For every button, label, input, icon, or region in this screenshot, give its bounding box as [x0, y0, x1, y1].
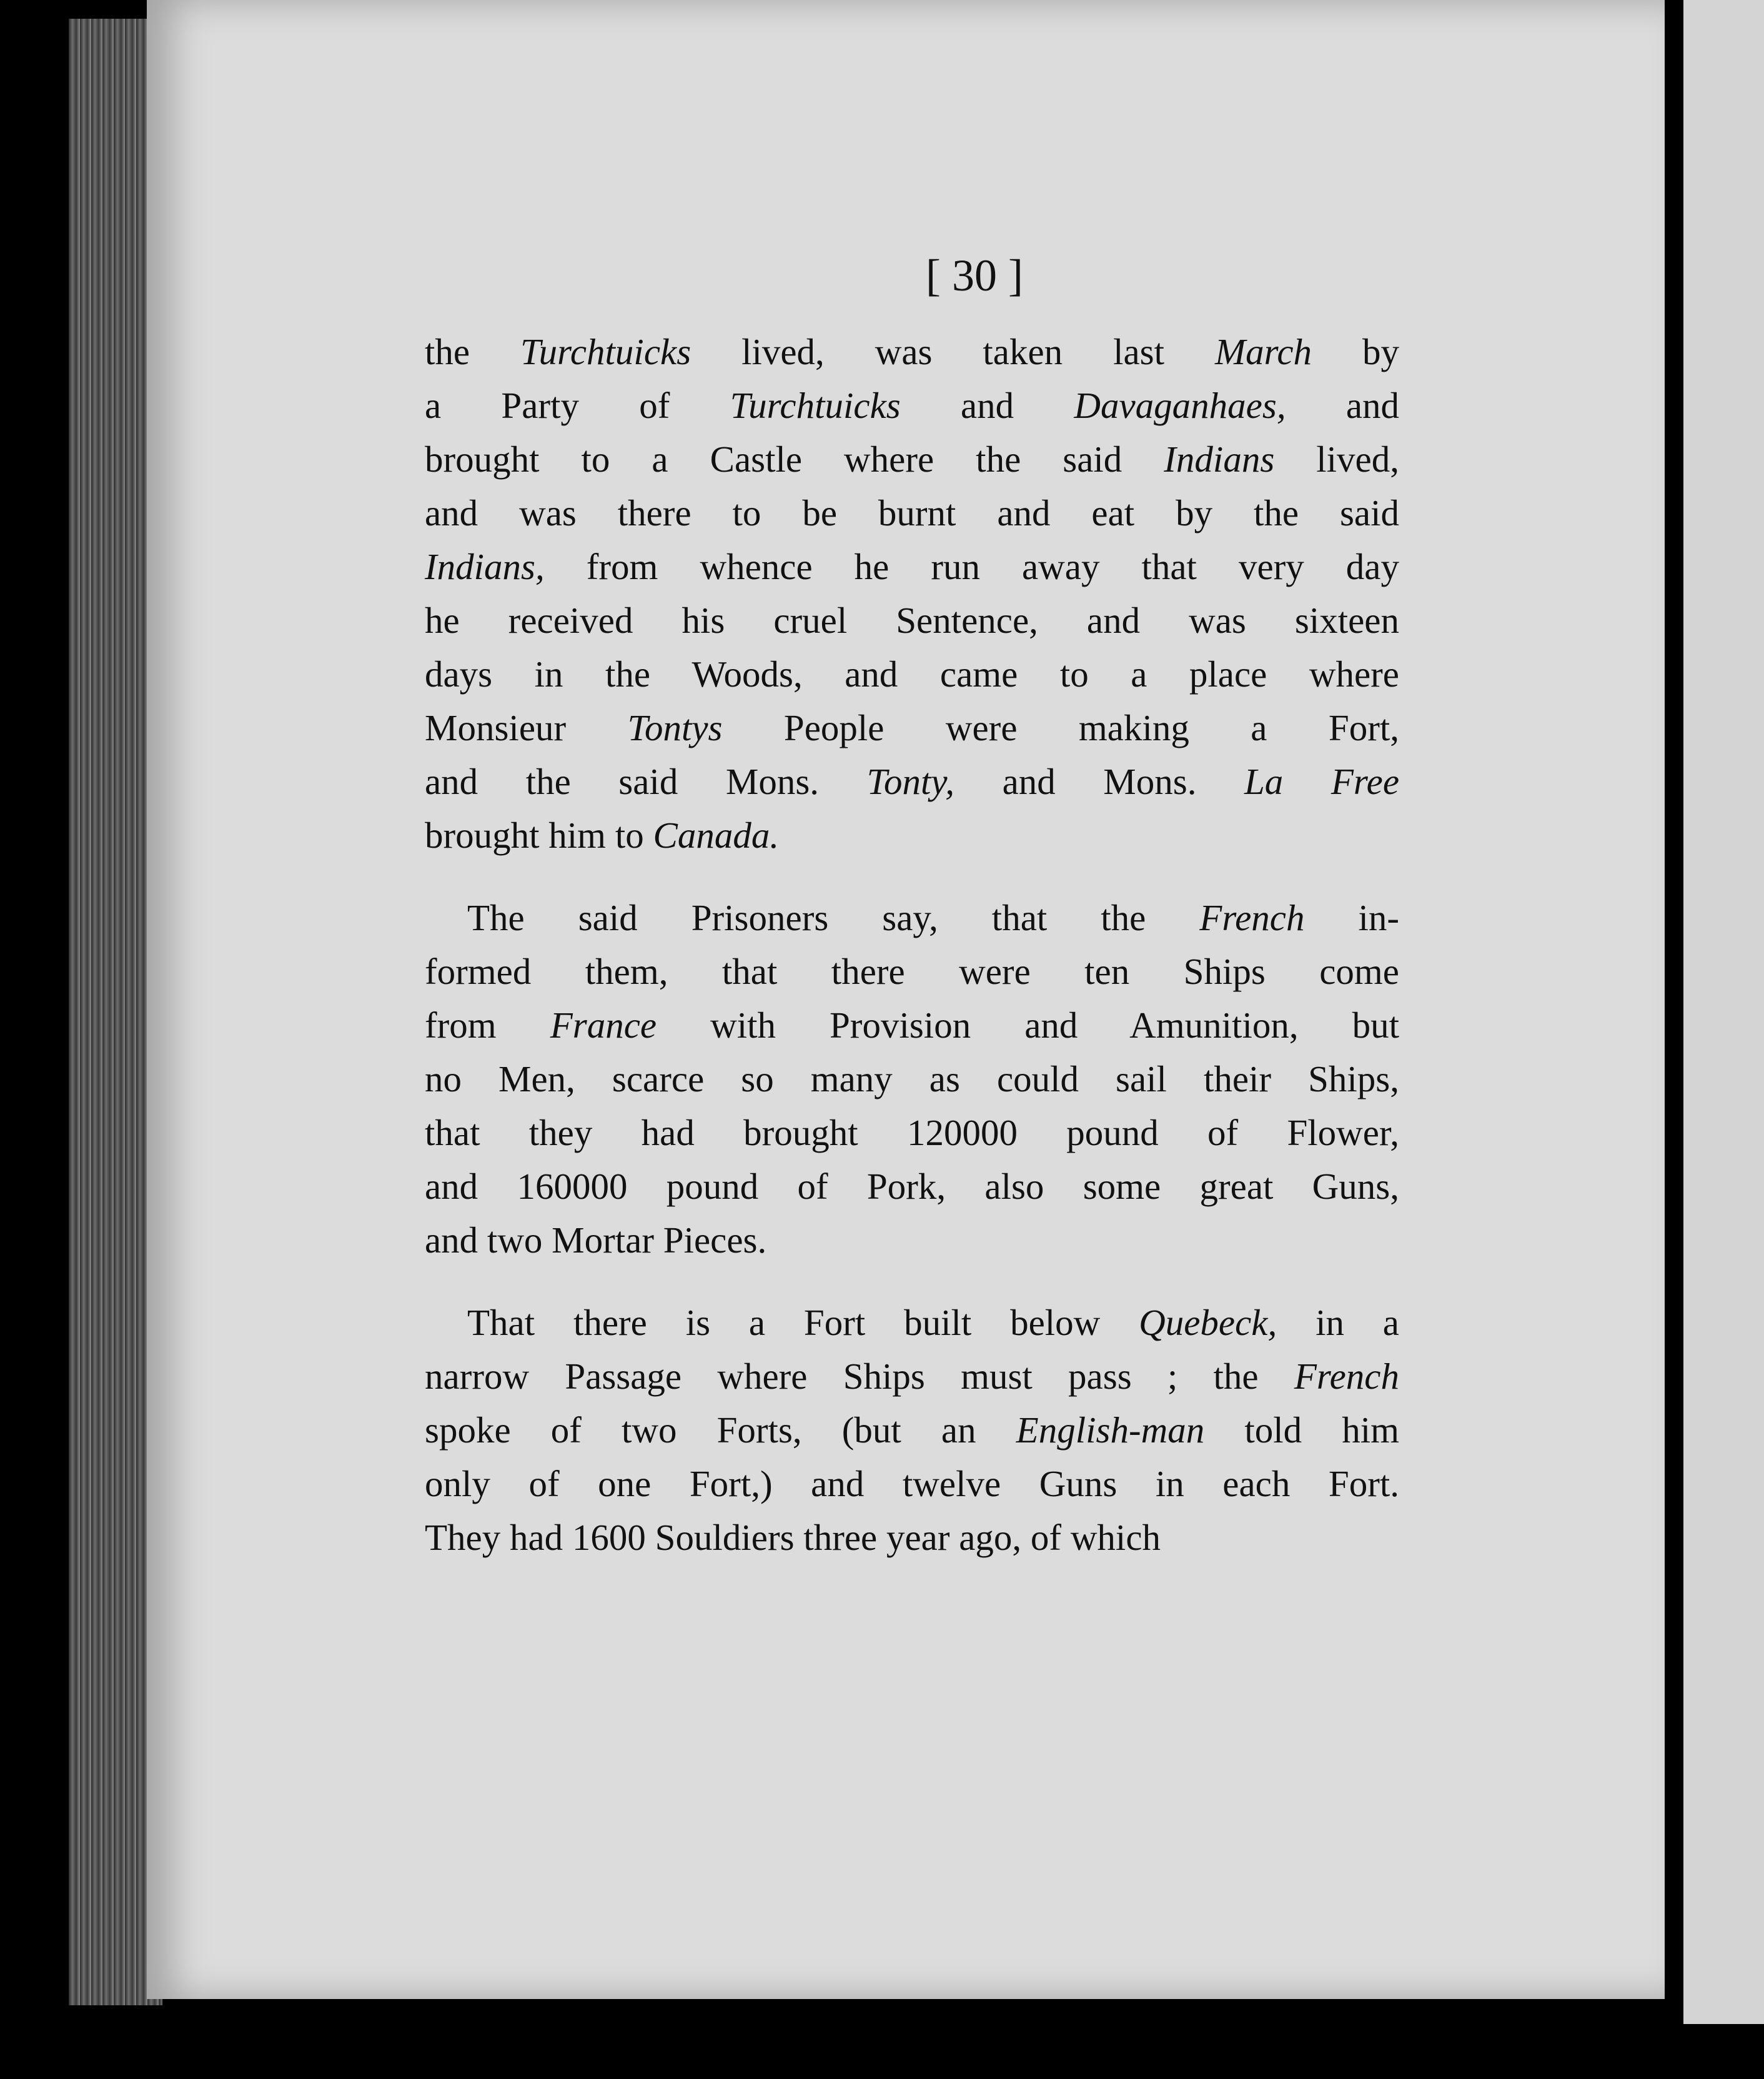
italic-text: Tontys: [627, 707, 723, 748]
text-run: a Party of: [425, 385, 730, 426]
text-line: [425, 379, 1399, 432]
italic-text: Quebeck,: [1139, 1302, 1277, 1343]
text-line: [425, 1403, 1399, 1457]
text-run: only of one Fort,) and twelve Guns in each Fort.: [425, 1463, 1399, 1504]
italic-text: French: [1199, 897, 1305, 938]
text-line: [425, 808, 1399, 862]
italic-text: French: [1294, 1356, 1399, 1397]
text-run: and: [900, 385, 1074, 426]
text-line: [425, 1213, 1399, 1267]
text-run: formed them, that there were ten Ships come: [425, 951, 1399, 992]
text-run: People were making a Fort,: [722, 707, 1399, 748]
paragraph: [425, 1296, 1399, 1564]
text-run: and: [1286, 385, 1399, 426]
text-line: [425, 1052, 1399, 1106]
text-line: [425, 1106, 1399, 1159]
text-run: narrow Passage where Ships must pass ; the: [425, 1356, 1294, 1397]
text-run: Monsieur: [425, 707, 628, 748]
text-run: the: [425, 331, 521, 372]
text-line: [425, 998, 1399, 1052]
text-run: and 160000 pound of Pork, also some great Guns,: [425, 1166, 1399, 1207]
text-line: [425, 945, 1399, 998]
text-line: [425, 325, 1399, 379]
italic-text: France: [550, 1005, 657, 1046]
text-run: by: [1312, 331, 1399, 372]
italic-text: English-man: [1016, 1409, 1205, 1451]
italic-text: Tonty,: [866, 761, 955, 802]
text-line: [425, 647, 1399, 701]
text-run: and the said Mons.: [425, 761, 867, 802]
text-run: and two Mortar Pieces.: [425, 1219, 767, 1261]
text-run: lived,: [1274, 439, 1399, 480]
text-line: [425, 1159, 1399, 1213]
text-run: and Mons.: [954, 761, 1244, 802]
italic-text: Canada.: [653, 815, 780, 856]
paragraph: [425, 891, 1399, 1267]
text-run: days in the Woods, and came to a place where: [425, 653, 1399, 695]
text-line: [425, 486, 1399, 540]
text-run: in a: [1277, 1302, 1399, 1343]
text-run: no Men, scarce so many as could sail their Ships,: [425, 1058, 1399, 1099]
text-run: told him: [1204, 1409, 1399, 1451]
text-run: The said Prisoners say, that the: [467, 897, 1200, 938]
text-line: [425, 1296, 1399, 1349]
paragraph: [425, 325, 1399, 862]
italic-text: Davaganhaes,: [1074, 385, 1286, 426]
text-run: brought him to: [425, 815, 653, 856]
page-number: [ 30 ]: [926, 251, 1023, 300]
text-run: lived, was taken last: [691, 331, 1215, 372]
text-run: with Provision and Amunition, but: [657, 1005, 1399, 1046]
text-run: They had 1600 Souldiers three year ago, of which: [425, 1517, 1161, 1558]
text-run: he received his cruel Sentence, and was sixteen: [425, 600, 1399, 641]
text-run: from whence he run away that very day: [544, 546, 1399, 587]
body-text: [425, 325, 1399, 1593]
text-line: [425, 593, 1399, 647]
text-line: [425, 540, 1399, 593]
text-line: [425, 755, 1399, 808]
text-line: [425, 1349, 1399, 1403]
text-line: [425, 1457, 1399, 1511]
text-line: [425, 701, 1399, 755]
italic-text: Indians,: [425, 546, 545, 587]
adjacent-page-edge: [1683, 0, 1764, 2024]
text-run: brought to a Castle where the said: [425, 439, 1164, 480]
text-run: That there is a Fort built below: [467, 1302, 1139, 1343]
italic-text: Turchtuicks: [520, 331, 691, 372]
italic-text: March: [1214, 331, 1312, 372]
italic-text: Turchtuicks: [730, 385, 901, 426]
text-run: spoke of two Forts, (but an: [425, 1409, 1016, 1451]
text-line: [425, 891, 1399, 945]
book-gutter: [1665, 0, 1683, 2079]
text-line: [425, 1511, 1399, 1564]
text-run: that they had brought 120000 pound of Flower,: [425, 1112, 1399, 1153]
text-run: in-: [1304, 897, 1399, 938]
text-run: from: [425, 1005, 550, 1046]
italic-text: La Free: [1244, 761, 1400, 802]
text-run: and was there to be burnt and eat by the said: [425, 492, 1399, 533]
italic-text: Indians: [1164, 439, 1275, 480]
text-line: [425, 432, 1399, 486]
